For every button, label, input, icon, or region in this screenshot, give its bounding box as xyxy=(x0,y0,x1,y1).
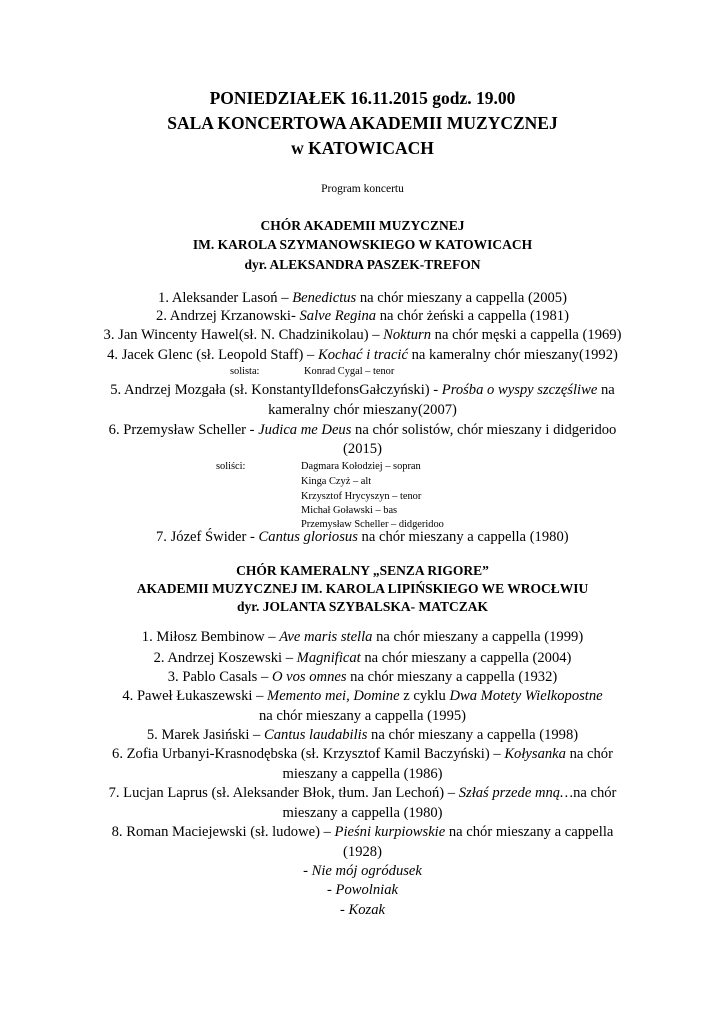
choir2-item-3: 3. Pablo Casals – O vos omnes na chór mieszany a cappella (1932) xyxy=(167,669,558,685)
choir2-item-8-cont: (1928) xyxy=(343,844,382,860)
soloist-2: Kinga Czyż – alt xyxy=(301,476,372,487)
choir1-item-7: 7. Józef Świder - Cantus gloriosus na chór mieszany a cappella (1980) xyxy=(156,529,569,545)
soloist-1: Dagmara Kołodziej – sopran xyxy=(301,461,421,472)
choir1-title: CHÓR AKADEMII MUZYCZNEJ xyxy=(260,218,465,233)
choir1-patron: IM. KAROLA SZYMANOWSKIEGO W KATOWICACH xyxy=(192,237,533,252)
soloist-name: Konrad Cygal – tenor xyxy=(304,366,395,377)
concert-city: w KATOWICACH xyxy=(291,138,434,158)
choir2-item-2: 2. Andrzej Koszewski – Magnificat na chór mieszany a cappella (2004) xyxy=(153,650,572,666)
choir2-item-6-cont: mieszany a cappella (1986) xyxy=(282,766,443,782)
choir2-title: CHÓR KAMERALNY „SENZA RIGORE” xyxy=(236,563,489,578)
choir2-item-4: 4. Paweł Łukaszewski – Memento mei, Domine z cyklu Dwa Motety Wielkopostne xyxy=(122,688,603,704)
choir1-conductor: dyr. ALEKSANDRA PASZEK-TREFON xyxy=(244,257,481,272)
choir2-academy: AKADEMII MUZYCZNEJ IM. KAROLA LIPIŃSKIEGO WE WROCŁWIU xyxy=(136,581,589,596)
concert-venue: SALA KONCERTOWA AKADEMII MUZYCZNEJ xyxy=(167,113,558,133)
program-subtitle: Program koncertu xyxy=(321,183,404,195)
choir2-item-6: 6. Zofia Urbanyi-Krasnodębska (sł. Krzysztof Kamil Baczyński) – Kołysanka na chór xyxy=(112,746,613,762)
choir1-item-5-cont: kameralny chór mieszany(2007) xyxy=(268,402,457,418)
soloist-4: Michał Goławski – bas xyxy=(301,505,398,516)
choir2-item-5: 5. Marek Jasiński – Cantus laudabilis na chór mieszany a cappella (1998) xyxy=(146,727,579,743)
choir2-item-7-cont: mieszany a cappella (1980) xyxy=(282,805,443,821)
soloists-label: soliści: xyxy=(216,461,246,472)
choir1-item-6-cont: (2015) xyxy=(343,441,382,457)
choir2-item-1: 1. Miłosz Bembinow – Ave maris stella na chór mieszany a cappella (1999) xyxy=(141,629,584,645)
song-3: - Kozak xyxy=(340,902,385,918)
choir1-item-3: 3. Jan Wincenty Hawel(sł. N. Chadzinikolau) – Nokturn na chór męski a cappella (1969) xyxy=(103,327,622,343)
choir1-item-2: 2. Andrzej Krzanowski- Salve Regina na chór żeński a cappella (1981) xyxy=(156,308,569,324)
choir1-item-1: 1. Aleksander Lasoń – Benedictus na chór mieszany a cappella (2005) xyxy=(158,290,567,306)
choir1-item-5: 5. Andrzej Mozgała (sł. KonstantyIldefonsGałczyński) - Prośba o wyspy szczęśliwe na xyxy=(110,382,615,398)
choir2-conductor: dyr. JOLANTA SZYBALSKA- MATCZAK xyxy=(236,599,489,614)
song-1: - Nie mój ogródusek xyxy=(303,863,422,879)
concert-date: PONIEDZIAŁEK 16.11.2015 godz. 19.00 xyxy=(209,88,516,108)
choir2-item-8: 8. Roman Maciejewski (sł. ludowe) – Pieśni kurpiowskie na chór mieszany a cappella xyxy=(111,824,614,840)
soloist-label: solista: xyxy=(230,366,260,377)
choir2-item-7: 7. Lucjan Laprus (sł. Aleksander Błok, tłum. Jan Lechoń) – Szłaś przede mną…na chór xyxy=(108,785,617,801)
song-2: - Powolniak xyxy=(327,882,398,898)
soloist-3: Krzysztof Hrycyszyn – tenor xyxy=(301,491,422,502)
choir1-item-4: 4. Jacek Glenc (sł. Leopold Staff) – Kochać i tracić na kameralny chór mieszany(1992) xyxy=(107,347,618,363)
choir1-item-6: 6. Przemysław Scheller - Judica me Deus na chór solistów, chór mieszany i didgeridoo xyxy=(108,422,617,438)
choir2-item-4-cont: na chór mieszany a cappella (1995) xyxy=(258,708,467,724)
soloist-5: Przemysław Scheller – didgeridoo xyxy=(301,519,444,530)
